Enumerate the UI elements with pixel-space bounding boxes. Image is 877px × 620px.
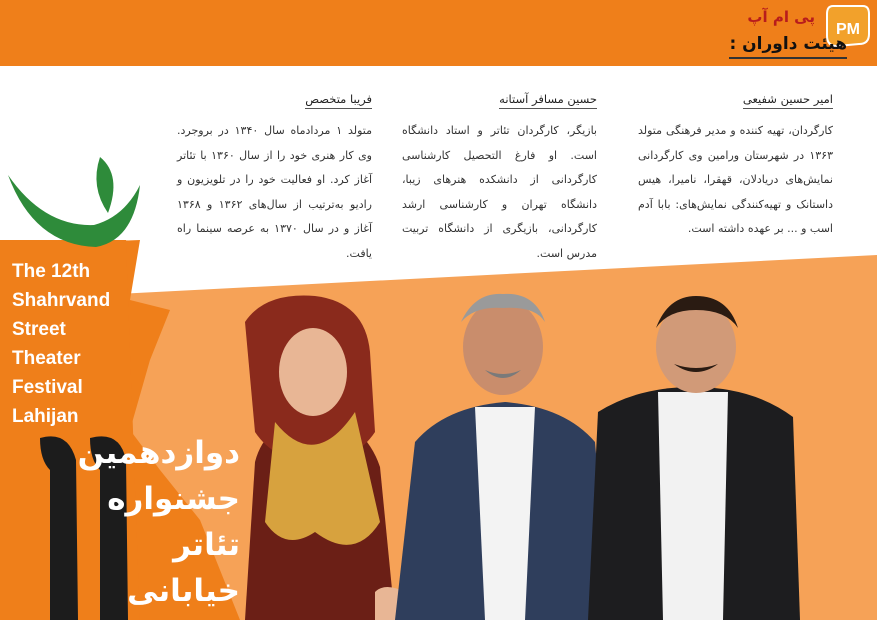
festival-title-line: Theater bbox=[12, 348, 81, 369]
festival-fa-line: دوازدهمین bbox=[77, 435, 240, 471]
festival-fa-line: تئاتر bbox=[173, 527, 240, 563]
festival-english-title bbox=[12, 257, 110, 431]
judge-name: امیر حسین شفیعی bbox=[743, 92, 833, 109]
judge-name: فریبا متخصص bbox=[305, 92, 372, 109]
festival-title-line: Street bbox=[12, 319, 66, 340]
festival-title-line: Lahijan bbox=[12, 406, 79, 427]
judge-card-2 bbox=[402, 88, 597, 266]
festival-title-line: The 12th bbox=[12, 261, 91, 282]
judge-photo-3 bbox=[205, 292, 420, 620]
judge-photo-1 bbox=[588, 292, 803, 620]
judge-bio: متولد ۱ مردادماه سال ۱۳۴۰ در بروجرد. وی کار هنری خود را از سال ۱۳۶۰ با تئاتر آغاز کرد. او فعالیت خود را در تلویزیون و رادیو به‌ترتیب از سال‌های ۱۳۶۲ و ۱۳۶۸ آغاز و در سال ۱۳۷۰ به عرصه سینما راه یافت. bbox=[177, 124, 373, 260]
festival-title-line: Shahrvand bbox=[12, 290, 111, 311]
festival-fa-line: جشنواره bbox=[107, 481, 240, 517]
judge-name: حسین مسافر آستانه bbox=[499, 92, 597, 109]
festival-title-line: Festival bbox=[12, 377, 83, 398]
judge-bio: کارگردان، تهیه کننده و مدیر فرهنگی متولد ۱۳۶۳ در شهرستان ورامین وی کارگردانی نمایش‌های دریادلان، قهقرا، نامیرا، هیس داستانک و تهیه‌کنندگی نمایش‌های: بابا آدم اسب و ... بر عهده داشته است. bbox=[638, 124, 833, 235]
pm-badge-label: PM bbox=[836, 21, 860, 38]
judge-card-3 bbox=[177, 88, 372, 266]
judge-bio: بازیگر، کارگردان تئاتر و استاد دانشگاه است. او فارغ التحصیل کارشناسی کارگردانی از دانشکده هنرهای زیبا، دانشگاه تهران و کارشناسی ارشد کارگردانی، بازیگری از دانشگاه تربیت مدرس است. bbox=[402, 124, 597, 260]
section-title: هیئت داوران : bbox=[729, 34, 847, 59]
judge-photo-2 bbox=[395, 292, 615, 620]
brand-logo-text: پی ام آپ bbox=[747, 8, 815, 26]
festival-fa-line: خیابانی bbox=[127, 573, 240, 609]
festival-leaf-logo-icon bbox=[4, 155, 144, 255]
judge-card-1 bbox=[638, 88, 833, 242]
